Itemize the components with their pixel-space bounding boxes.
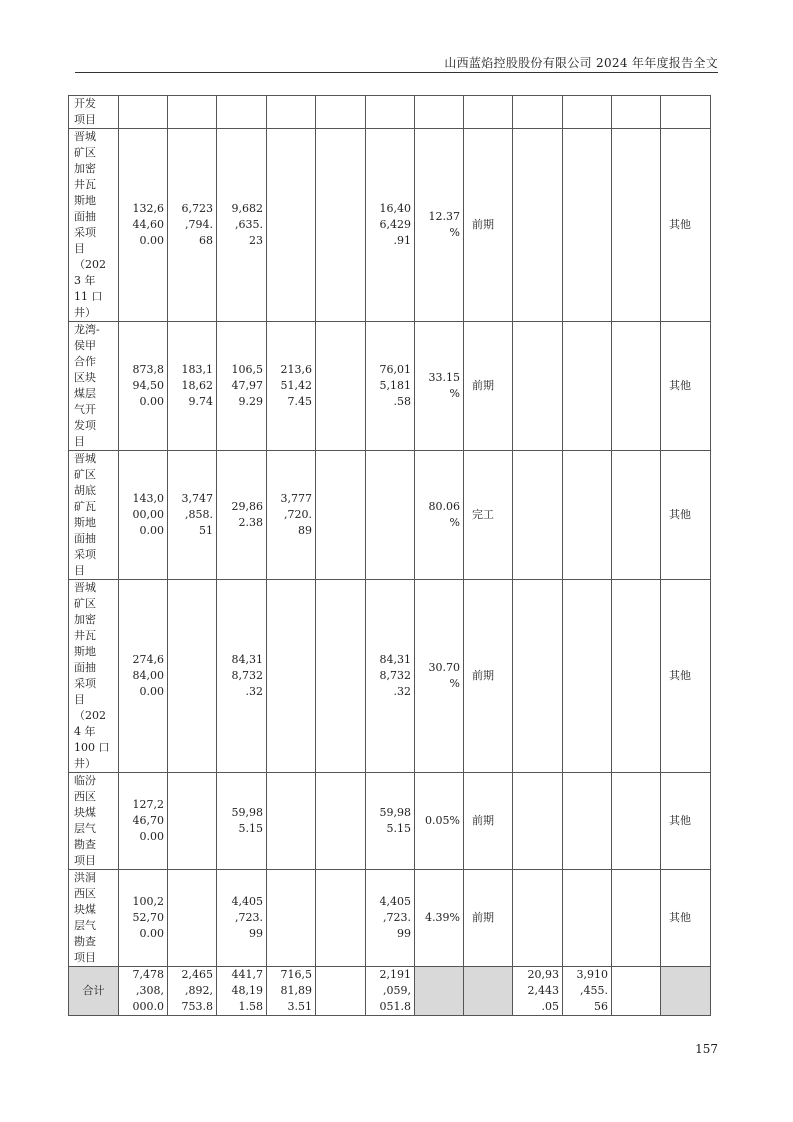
cell-text-line: 84,31 [231, 653, 263, 666]
cell-text-line: 213,6 [280, 363, 312, 376]
budget-cell [119, 773, 168, 870]
total-interest-rate-cell [612, 967, 661, 1016]
cell-text-line: 区块 [74, 371, 96, 384]
cell-text-line: 井） [74, 306, 96, 319]
fund-source-cell [661, 96, 711, 129]
cell-text-line: 753.8 [181, 1000, 213, 1013]
budget-progress-cell [415, 773, 464, 870]
closing-balance-cell [366, 870, 415, 967]
fund-source-cell: 其他 [661, 129, 711, 322]
cell-text-line: 采项 [74, 548, 96, 561]
cell-text-line: 目 [74, 564, 85, 577]
cell-text-line: 勘查 [74, 838, 96, 851]
cell-text-line: 59,98 [231, 806, 263, 819]
cell-text-line: ,794. [185, 218, 213, 231]
increase-cell [217, 773, 267, 870]
cell-text-line: 18,62 [181, 379, 213, 392]
cell-text-line: 加密 [74, 162, 96, 175]
table-row [69, 96, 711, 129]
cell-text-line: 3,747 [181, 492, 213, 505]
cell-text-line: 晋城 [74, 130, 96, 143]
cell-text-line: 晋城 [74, 581, 96, 594]
cell-text-line: 0.00 [139, 927, 164, 940]
cell-text-line: 煤层 [74, 387, 96, 400]
cell-text-line: 99 [397, 927, 411, 940]
transfer-to-fixed-assets-cell [267, 870, 316, 967]
opening-balance-cell [168, 451, 217, 580]
cell-text-line: 5.15 [386, 822, 411, 835]
cell-text-line: 临汾 [74, 774, 96, 787]
cell-text-line: 3.51 [287, 1000, 312, 1013]
increase-cell [217, 96, 267, 129]
cell-text-line: 0.00 [139, 830, 164, 843]
total-transfer-cell [267, 967, 316, 1016]
budget-cell [119, 580, 168, 773]
cell-text-line: 100,2 [132, 895, 164, 908]
other-decrease-cell [316, 580, 366, 773]
current-interest-cell [563, 322, 612, 451]
budget-cell [119, 129, 168, 322]
cell-text-line: 项目 [74, 951, 96, 964]
project-name-cell [69, 580, 119, 773]
cell-text-line: .32 [245, 685, 263, 698]
current-interest-cell [563, 96, 612, 129]
header-rule [75, 72, 718, 73]
cell-text-line: 4 年 [74, 725, 96, 738]
cell-text-line: 9.29 [238, 395, 263, 408]
cell-text-line: 洪洞 [74, 871, 96, 884]
cell-text-line: .05 [541, 1000, 559, 1013]
project-name-cell [69, 773, 119, 870]
cell-text-line: 52,70 [132, 911, 164, 924]
cell-text-line: .91 [393, 234, 411, 247]
cell-text-line: 井瓦 [74, 178, 96, 191]
cell-text-line: 84,31 [379, 653, 411, 666]
closing-balance-cell [366, 322, 415, 451]
cell-text-line: ,892, [185, 984, 213, 997]
closing-balance-cell [366, 129, 415, 322]
cell-text-line: 面抽 [74, 532, 96, 545]
cell-text-line: 胡底 [74, 484, 96, 497]
project-status-cell: 完工 [464, 451, 513, 580]
cell-text-line: 47,97 [231, 379, 263, 392]
total-accumulated-interest-cell [513, 967, 563, 1016]
fund-source-cell: 其他 [661, 580, 711, 773]
cell-text-line: 西区 [74, 790, 96, 803]
cell-text-line: 94,50 [132, 379, 164, 392]
transfer-to-fixed-assets-cell [267, 129, 316, 322]
closing-balance-cell [366, 96, 415, 129]
cell-text-line: 5,181 [379, 379, 411, 392]
page-header-title: 山西蓝焰控股股份有限公司 2024 年年度报告全文 [444, 56, 718, 70]
cell-text-line: 143,0 [132, 492, 164, 505]
fund-source-cell: 其他 [661, 773, 711, 870]
cell-text-line: 采项 [74, 226, 96, 239]
cell-text-line: 873,8 [132, 363, 164, 376]
cell-text-line: .58 [393, 395, 411, 408]
page-number: 157 [695, 1042, 718, 1056]
current-interest-cell [563, 451, 612, 580]
cell-text-line: 矿瓦 [74, 500, 96, 513]
budget-progress-cell [415, 322, 464, 451]
cell-text-line: 46,70 [132, 814, 164, 827]
cell-text-line: 12.37 [428, 210, 460, 223]
construction-projects-table [68, 95, 711, 1016]
opening-balance-cell [168, 96, 217, 129]
opening-balance-cell [168, 129, 217, 322]
project-status-cell: 前期 [464, 580, 513, 773]
project-name-cell [69, 322, 119, 451]
cell-text-line: 89 [298, 524, 312, 537]
cell-text-line: 块煤 [74, 806, 96, 819]
cell-text-line: 0.00 [139, 685, 164, 698]
interest-rate-cell [612, 322, 661, 451]
cell-text-line: 项目 [74, 854, 96, 867]
total-current-interest-cell [563, 967, 612, 1016]
project-status-cell: 前期 [464, 773, 513, 870]
cell-text-line: 1.58 [238, 1000, 263, 1013]
cell-text-line: 2.38 [238, 516, 263, 529]
current-interest-cell [563, 773, 612, 870]
cell-text-line: 面抽 [74, 661, 96, 674]
cell-text-line: 4,405 [379, 895, 411, 908]
cell-text-line: 3 年 [74, 274, 96, 287]
project-status-cell: 前期 [464, 322, 513, 451]
project-status-cell [464, 96, 513, 129]
cell-text-line: 矿区 [74, 468, 96, 481]
cell-text-line: 183,1 [181, 363, 213, 376]
interest-rate-cell [612, 451, 661, 580]
cell-text-line: 48,19 [231, 984, 263, 997]
cell-text-line: （202 [74, 258, 106, 271]
cell-text-line: 00,00 [132, 508, 164, 521]
cell-text-line: 矿区 [74, 146, 96, 159]
cell-text-line: 斯地 [74, 645, 96, 658]
cell-text-line: ,308, [136, 984, 164, 997]
budget-cell [119, 96, 168, 129]
cell-text-line: 8,732 [231, 669, 263, 682]
cell-text-line: ,720. [284, 508, 312, 521]
cell-text-line: 716,5 [280, 968, 312, 981]
cell-text-line: 7,478 [132, 968, 164, 981]
cell-text-line: 76,01 [379, 363, 411, 376]
closing-balance-cell [366, 580, 415, 773]
table-row [69, 580, 711, 773]
cell-text-line: % [449, 516, 460, 529]
project-name-cell [69, 451, 119, 580]
cell-text-line: 层气 [74, 822, 96, 835]
interest-rate-cell [612, 580, 661, 773]
cell-text-line: 441,7 [231, 968, 263, 981]
accumulated-interest-cell [513, 129, 563, 322]
fund-source-cell: 其他 [661, 322, 711, 451]
cell-text-line: 20,93 [527, 968, 559, 981]
project-status-cell: 前期 [464, 129, 513, 322]
other-decrease-cell [316, 129, 366, 322]
cell-text-line: 目 [74, 435, 85, 448]
cell-text-line: % [449, 226, 460, 239]
opening-balance-cell [168, 870, 217, 967]
opening-balance-cell [168, 322, 217, 451]
cell-text-line: .32 [393, 685, 411, 698]
cell-text-line: 斯地 [74, 194, 96, 207]
cell-text-line: ,455. [580, 984, 608, 997]
cell-text-line: 气开 [74, 403, 96, 416]
cell-text-line: 9.74 [188, 395, 213, 408]
cell-text-line: % [449, 387, 460, 400]
cell-text-line: 0.00 [139, 395, 164, 408]
budget-progress-cell [415, 129, 464, 322]
project-name-cell [69, 96, 119, 129]
budget-progress-cell [415, 870, 464, 967]
cell-text-line: 7.45 [287, 395, 312, 408]
cell-text-line: 29,86 [231, 500, 263, 513]
cell-text-line: 44,60 [132, 218, 164, 231]
current-interest-cell [563, 580, 612, 773]
cell-text-line: 8,732 [379, 669, 411, 682]
opening-balance-cell [168, 773, 217, 870]
cell-text-line: 0.05% [425, 814, 460, 827]
cell-text-line: 2,465 [181, 968, 213, 981]
cell-text-line: 6,723 [181, 202, 213, 215]
cell-text-line: 127,2 [132, 798, 164, 811]
cell-text-line: 0.00 [139, 524, 164, 537]
interest-rate-cell [612, 96, 661, 129]
closing-balance-cell [366, 773, 415, 870]
cell-text-line: 项目 [74, 113, 96, 126]
project-name-cell [69, 870, 119, 967]
total-increase-cell [217, 967, 267, 1016]
cell-text-line: 68 [199, 234, 213, 247]
table-row [69, 870, 711, 967]
current-interest-cell [563, 129, 612, 322]
cell-text-line: 4.39% [425, 911, 460, 924]
cell-text-line: 晋城 [74, 452, 96, 465]
other-decrease-cell [316, 773, 366, 870]
accumulated-interest-cell [513, 322, 563, 451]
table-row [69, 773, 711, 870]
increase-cell [217, 322, 267, 451]
transfer-to-fixed-assets-cell [267, 322, 316, 451]
total-closing-balance-cell [366, 967, 415, 1016]
cell-text-line: 斯地 [74, 516, 96, 529]
cell-text-line: 30.70 [428, 661, 460, 674]
cell-text-line: 加密 [74, 613, 96, 626]
transfer-to-fixed-assets-cell [267, 580, 316, 773]
total-label-cell: 合计 [69, 967, 119, 1016]
cell-text-line: 56 [594, 1000, 608, 1013]
cell-text-line: 面抽 [74, 210, 96, 223]
other-decrease-cell [316, 451, 366, 580]
total-opening-balance-cell [168, 967, 217, 1016]
increase-cell [217, 129, 267, 322]
table-row [69, 451, 711, 580]
cell-text-line: 051.8 [379, 1000, 411, 1013]
cell-text-line: 59,98 [379, 806, 411, 819]
total-budget-cell [119, 967, 168, 1016]
cell-text-line: 块煤 [74, 903, 96, 916]
cell-text-line: 发项 [74, 419, 96, 432]
other-decrease-cell [316, 96, 366, 129]
cell-text-line: 矿区 [74, 597, 96, 610]
transfer-to-fixed-assets-cell [267, 96, 316, 129]
cell-text-line: 80.06 [428, 500, 460, 513]
cell-text-line: % [449, 677, 460, 690]
current-interest-cell [563, 870, 612, 967]
cell-text-line: ,059, [383, 984, 411, 997]
cell-text-line: 井） [74, 757, 96, 770]
increase-cell [217, 580, 267, 773]
budget-cell [119, 451, 168, 580]
accumulated-interest-cell [513, 96, 563, 129]
cell-text-line: 2,191 [379, 968, 411, 981]
construction-projects-table-wrap [68, 95, 711, 1016]
total-status-cell-shaded [464, 967, 513, 1016]
cell-text-line: 4,405 [231, 895, 263, 908]
increase-cell [217, 451, 267, 580]
cell-text-line: 16,40 [379, 202, 411, 215]
cell-text-line: 132,6 [132, 202, 164, 215]
cell-text-line: 11 口 [74, 290, 103, 303]
transfer-to-fixed-assets-cell [267, 773, 316, 870]
budget-progress-cell [415, 580, 464, 773]
cell-text-line: 51,42 [280, 379, 312, 392]
cell-text-line: 51 [199, 524, 213, 537]
total-other-decrease-cell [316, 967, 366, 1016]
cell-text-line: 6,429 [379, 218, 411, 231]
budget-cell [119, 870, 168, 967]
transfer-to-fixed-assets-cell [267, 451, 316, 580]
cell-text-line: 侯甲 [74, 339, 96, 352]
cell-text-line: 81,89 [280, 984, 312, 997]
fund-source-cell: 其他 [661, 451, 711, 580]
fund-source-cell: 其他 [661, 870, 711, 967]
budget-progress-cell [415, 451, 464, 580]
cell-text-line: ,635. [235, 218, 263, 231]
cell-text-line: 层气 [74, 919, 96, 932]
cell-text-line: 99 [249, 927, 263, 940]
interest-rate-cell [612, 129, 661, 322]
cell-text-line: 84,00 [132, 669, 164, 682]
cell-text-line: 5.15 [238, 822, 263, 835]
cell-text-line: 合作 [74, 355, 96, 368]
project-name-cell [69, 129, 119, 322]
budget-cell [119, 322, 168, 451]
accumulated-interest-cell [513, 773, 563, 870]
interest-rate-cell [612, 773, 661, 870]
cell-text-line: 000.0 [132, 1000, 164, 1013]
project-status-cell: 前期 [464, 870, 513, 967]
cell-text-line: 3,910 [576, 968, 608, 981]
cell-text-line: 井瓦 [74, 629, 96, 642]
cell-text-line: （202 [74, 709, 106, 722]
accumulated-interest-cell [513, 451, 563, 580]
total-progress-cell-shaded [415, 967, 464, 1016]
cell-text-line: 2,443 [527, 984, 559, 997]
cell-text-line: 目 [74, 693, 85, 706]
cell-text-line: 采项 [74, 677, 96, 690]
cell-text-line: 勘查 [74, 935, 96, 948]
cell-text-line: 西区 [74, 887, 96, 900]
cell-text-line: ,858. [185, 508, 213, 521]
interest-rate-cell [612, 870, 661, 967]
cell-text-line: 106,5 [231, 363, 263, 376]
cell-text-line: 0.00 [139, 234, 164, 247]
cell-text-line: 目 [74, 242, 85, 255]
cell-text-line: 23 [249, 234, 263, 247]
accumulated-interest-cell [513, 580, 563, 773]
table-row [69, 322, 711, 451]
other-decrease-cell [316, 870, 366, 967]
closing-balance-cell [366, 451, 415, 580]
total-row [69, 967, 711, 1016]
other-decrease-cell [316, 322, 366, 451]
cell-text-line: 33.15 [428, 371, 460, 384]
cell-text-line: ,723. [383, 911, 411, 924]
budget-progress-cell [415, 96, 464, 129]
cell-text-line: 274,6 [132, 653, 164, 666]
cell-text-line: ,723. [235, 911, 263, 924]
opening-balance-cell [168, 580, 217, 773]
cell-text-line: 3,777 [280, 492, 312, 505]
increase-cell [217, 870, 267, 967]
table-row [69, 129, 711, 322]
cell-text-line: 100 口 [74, 741, 110, 754]
cell-text-line: 开发 [74, 97, 96, 110]
accumulated-interest-cell [513, 870, 563, 967]
total-fund-source-cell-shaded [661, 967, 711, 1016]
cell-text-line: 9,682 [231, 202, 263, 215]
cell-text-line: 龙湾- [74, 323, 100, 336]
